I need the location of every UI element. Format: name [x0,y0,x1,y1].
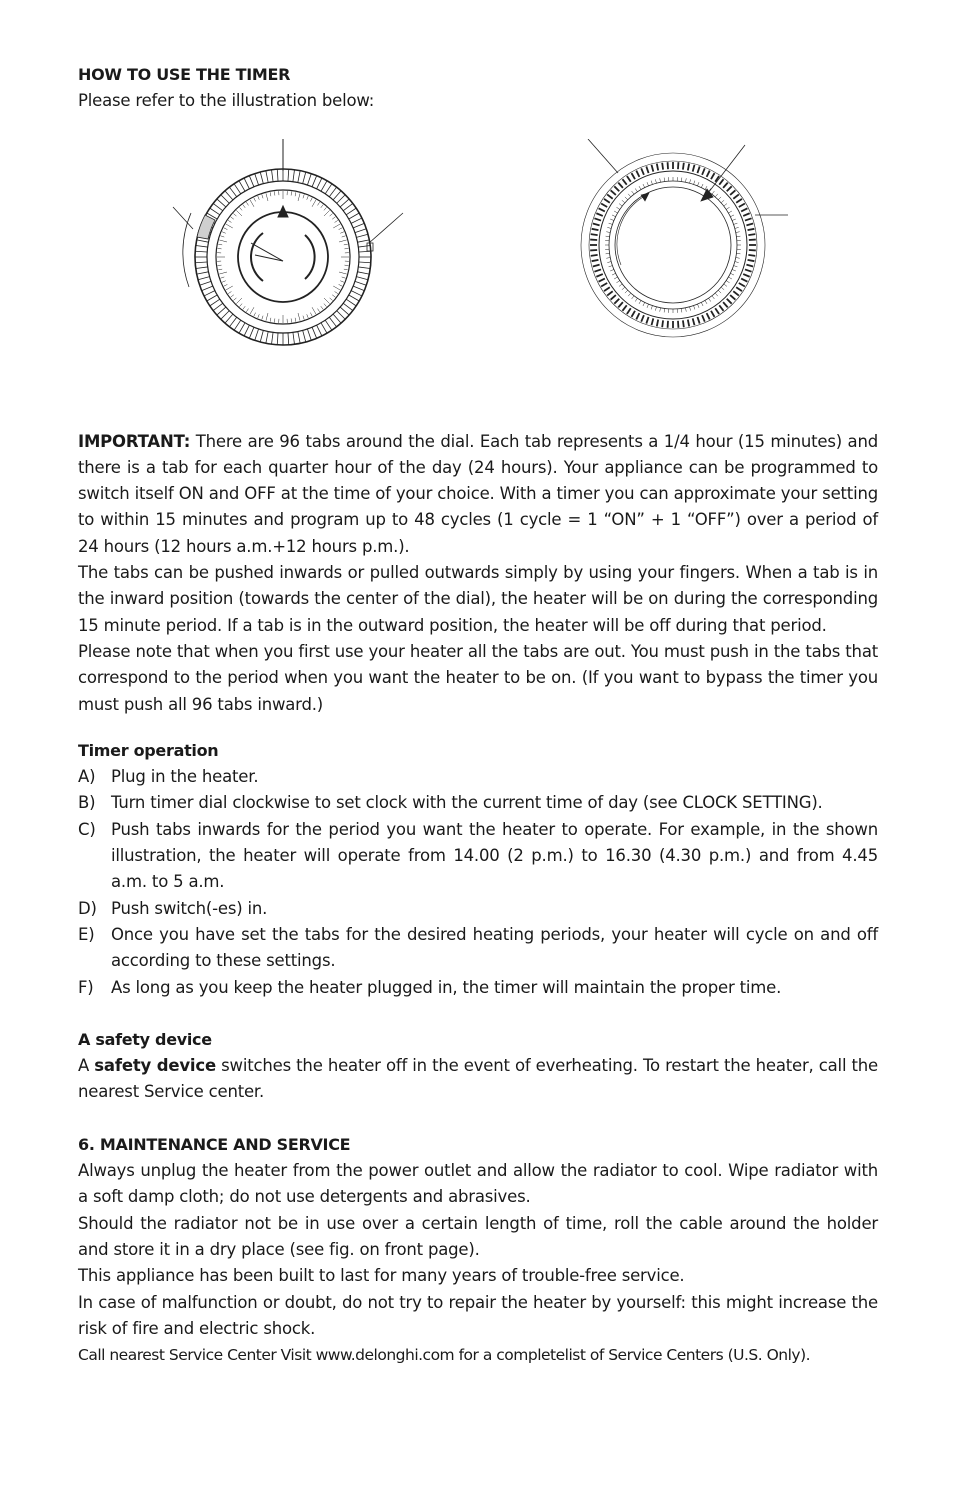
safety-bold: safety device [94,1056,216,1076]
safety-post: switches the heater off in the event of everheating. To restart the heater, call the nearest Service center. [78,1056,879,1102]
list-item-label: B) [78,793,96,813]
timer-illustrations [78,129,878,429]
list-item [78,896,878,922]
important-label: IMPORTANT: [78,431,191,451]
list-item-text: Push switch(-es) in. [111,898,268,918]
list-item-label: F) [78,977,94,997]
list-item [78,817,878,896]
list-item-text: Once you have set the tabs for the desired heating periods, your heater will cycle on and off according to these settings. [111,924,878,971]
list-item-label: A) [78,767,96,787]
safety-device-paragraph [78,1053,878,1106]
maintenance-p1: Always unplug the heater from the power outlet and allow the radiator to cool. Wipe radiator with a soft damp cloth; do not use detergents and abrasives. [78,1161,878,1207]
list-item-text: Turn timer dial clockwise to set clock with the current time of day (see CLOCK SETTING). [111,793,823,813]
intro-text: Please refer to the illustration below: [78,91,375,111]
list-item [78,975,878,1001]
maintenance-p5: Call nearest Service Center Visit www.delonghi.com for a completelist of Service Centers (U.S. Only). [78,1346,811,1365]
section-title: HOW TO USE THE TIMER [78,65,291,84]
list-item-label: E) [78,924,95,944]
maintenance-title: 6. MAINTENANCE AND SERVICE [78,1134,351,1154]
list-item-label: D) [78,898,97,918]
maintenance-p4: In case of malfunction or doubt, do not try to repair the heater by yourself: this might increase the risk of fire and electric shock. [78,1292,878,1338]
maintenance-p3: This appliance has been built to last for many years of trouble-free service. [78,1266,685,1286]
tabs-paragraph: The tabs can be pushed inwards or pulled outwards simply by using your fingers. When a tab is in the inward position (towards the center of the dial), the heater will be on during the corresponding 15 minute period. If a tab is in the outward position, the heater will be off during that period. [78,563,878,635]
note-paragraph: Please note that when you first use your heater all the tabs are out. You must push in the tabs that correspond to the period when you want the heater to be on. (If you want to bypass the timer you must push all 96 tabs inward.) [78,641,878,714]
timer-dial-illustration-left [158,129,418,369]
timer-dial-illustration-right [578,139,818,349]
maintenance-p2: Should the radiator not be in use over a certain length of time, roll the cable around the holder and store it in a dry place (see fig. on front page). [78,1213,878,1259]
timer-operation-title: Timer operation [78,740,219,760]
page-content [78,62,878,1368]
list-item [78,790,878,816]
important-paragraph [78,429,878,560]
list-item [78,922,878,975]
list-item-label: C) [78,819,96,839]
list-item-text: As long as you keep the heater plugged in, the timer will maintain the proper time. [111,977,782,997]
safety-pre: A [78,1056,95,1076]
timer-operation-list [78,764,878,1001]
important-text: There are 96 tabs around the dial. Each tab represents a 1/4 hour (15 minutes) and there is a tab for each quarter hour of the day (24 hours). Your appliance can be programmed to switch itself ON and OFF at the time of your choice. With a timer you can approximate your setting to within 15 minutes and program up to 48 cycles (1 cycle = 1 “ON” + 1 “OFF”) over a period of 24 hours (12 hours a.m.+12 hours p.m.). [78,431,878,556]
list-item [78,764,878,790]
list-item-text: Plug in the heater. [111,767,259,787]
safety-device-title: A safety device [78,1029,212,1049]
list-item-text: Push tabs inwards for the period you want the heater to operate. For example, in the shown illustration, the heater will operate from 14.00 (2 p.m.) to 16.30 (4.30 p.m.) and from 4.45 a.m. to 5 a.m. [111,819,878,892]
